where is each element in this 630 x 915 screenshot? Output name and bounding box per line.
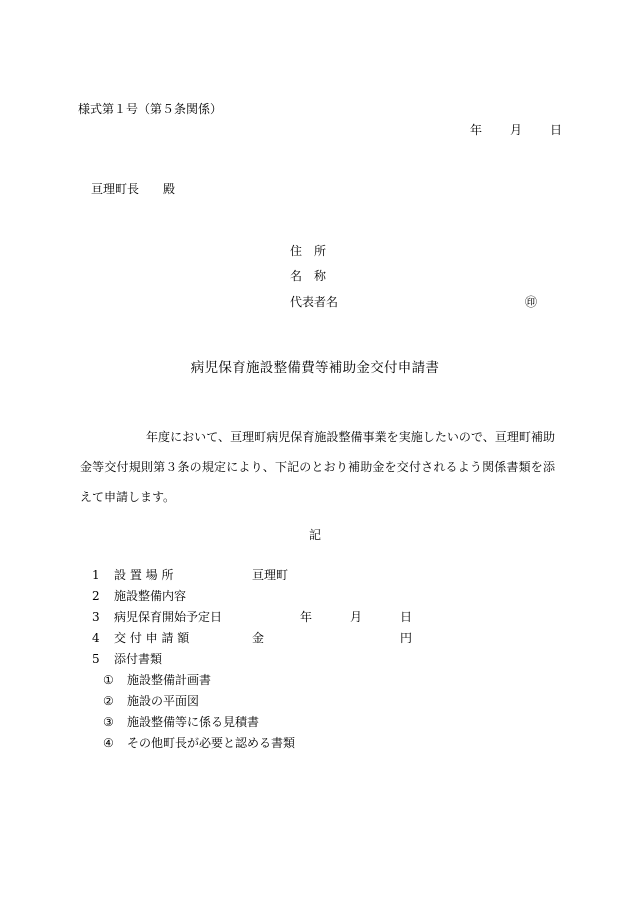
item-label: 設 置 場 所 (114, 568, 174, 582)
start-year-label: 年 (300, 610, 313, 624)
item-start-date (92, 611, 542, 623)
ki-mark: 記 (308, 528, 321, 542)
amount-suffix: 円 (400, 631, 413, 645)
start-day-label: 日 (400, 610, 413, 624)
start-month-label: 月 (350, 610, 363, 624)
item-label: 施設整備内容 (114, 589, 187, 603)
document-title: 病児保育施設整備費等補助金交付申請書 (190, 360, 440, 376)
date-day-label: 日 (550, 123, 563, 137)
date-year-label: 年 (470, 123, 483, 137)
body-text: 年度において、亘理町病児保育施設整備事業を実施したいので、亘理町補助金等交付規則第３条の規定により、下記のとおり補助金を交付されるよう関係書類を添えて申請します。 (80, 430, 555, 504)
attachment-item (103, 737, 295, 749)
attachment-text: 施設の平面図 (127, 694, 200, 708)
attachment-number: ② (103, 694, 114, 708)
applicant-name-label: 名 称 (290, 269, 327, 283)
item-number: 1 (92, 568, 100, 582)
attachment-item (103, 695, 199, 707)
attachment-number: ① (103, 673, 114, 687)
amount-prefix: 金 (252, 631, 265, 645)
item-number: 3 (92, 610, 100, 624)
attachment-text: 施設整備等に係る見積書 (127, 715, 260, 729)
item-attachments (92, 653, 162, 665)
item-number: 5 (92, 652, 100, 666)
item-label: 添付書類 (114, 652, 163, 666)
item-label: 交 付 申 請 額 (114, 631, 190, 645)
addressee-name: 亘理町長 (91, 182, 140, 196)
item-number: 4 (92, 631, 100, 645)
applicant-representative-label: 代表者名 (290, 295, 339, 309)
attachment-number: ③ (103, 715, 114, 729)
seal-mark: ㊞ (525, 295, 538, 309)
addressee-honorific: 殿 (163, 182, 176, 196)
item-label: 病児保育開始予定日 (114, 610, 223, 624)
attachment-text: その他町長が必要と認める書類 (127, 736, 296, 750)
attachment-number: ④ (103, 736, 114, 750)
attachment-item (103, 716, 259, 728)
location-value: 亘理町 (252, 568, 289, 582)
item-facility-content (92, 590, 186, 602)
applicant-address-label: 住 所 (290, 244, 327, 258)
form-number: 様式第１号（第５条関係） (78, 102, 223, 116)
attachment-text: 施設整備計画書 (127, 673, 212, 687)
attachment-item (103, 674, 211, 686)
item-application-amount (92, 632, 542, 644)
date-line (470, 124, 562, 136)
item-location (92, 569, 542, 581)
date-month-label: 月 (510, 123, 523, 137)
addressee (91, 183, 175, 195)
item-number: 2 (92, 589, 100, 603)
